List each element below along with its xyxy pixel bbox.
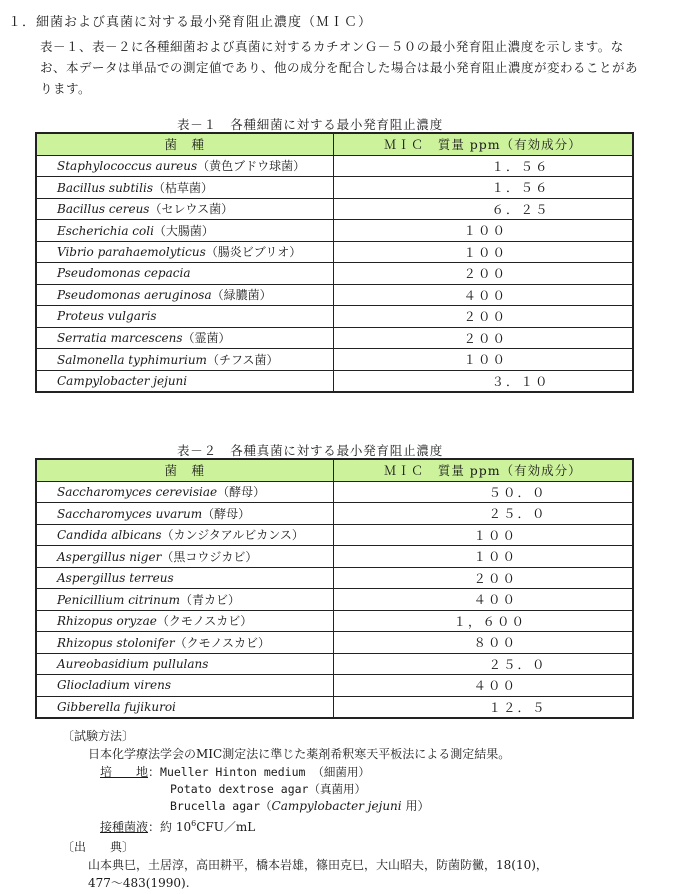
table1-mic-value: ２００ — [333, 263, 633, 285]
species-name: Aspergillus niger — [57, 549, 162, 564]
table1-mic-value: １．５６ — [333, 155, 633, 177]
table2-row — [36, 632, 633, 654]
species-common-name: （酵母） — [217, 485, 266, 500]
table1-species-cell — [36, 349, 333, 371]
species-name: Rhizopus stolonifer — [57, 635, 175, 650]
table1-header-species: 菌 種 — [36, 133, 333, 155]
table2-row — [36, 503, 633, 525]
species-common-name: （青カビ） — [180, 592, 241, 607]
species-name: Aureobasidium pullulans — [57, 656, 209, 671]
table1-mic-value: ２００ — [333, 306, 633, 328]
method-label: 〔試験方法〕 — [62, 729, 135, 743]
table2-mic-value: ４００ — [333, 589, 633, 611]
table2-species-cell — [36, 503, 333, 525]
species-name: Aspergillus terreus — [57, 570, 174, 585]
table2-row — [36, 567, 633, 589]
species-name: Serratia marcescens — [57, 331, 183, 346]
table1-caption: 表－１ 各種細菌に対する最小発育阻止濃度 — [177, 117, 444, 132]
species-name: Gliocladium virens — [57, 678, 171, 693]
species-name: Salmonella typhimurium — [57, 352, 207, 367]
table2-mic-value: １００ — [333, 524, 633, 546]
table2-species-cell — [36, 675, 333, 697]
table2-species-cell — [36, 632, 333, 654]
species-name: Bacillus cereus — [57, 202, 150, 217]
species-common-name: （チフス菌） — [206, 352, 279, 367]
species-common-name: （クモノスカビ） — [156, 614, 253, 629]
table1-species-cell — [36, 155, 333, 177]
table1-mic-value: ３．１０ — [333, 370, 633, 392]
culture-label: 培 地 — [100, 765, 149, 779]
table2-row — [36, 696, 633, 718]
species-name: Saccharomyces cerevisiae — [57, 485, 218, 500]
inoculum-post: CFU／mL — [196, 820, 256, 834]
table1-species-cell — [36, 327, 333, 349]
species-name: Proteus vulgaris — [57, 309, 157, 324]
table1-species-cell — [36, 370, 333, 392]
inoculum-row — [100, 818, 255, 835]
table1-mic-value: ４００ — [333, 284, 633, 306]
source-label: 〔出 典〕 — [62, 840, 135, 854]
species-common-name: （緑膿菌） — [211, 288, 272, 303]
table1-row — [36, 198, 633, 220]
table2-mic-value: １，６００ — [333, 610, 633, 632]
table1-row — [36, 155, 633, 177]
table2-species-cell — [36, 610, 333, 632]
table2-header-species: 菌 種 — [36, 459, 333, 481]
species-name: Staphylococcus aureus — [57, 159, 198, 174]
table1-species-cell — [36, 177, 333, 199]
table2-mic-value: ２００ — [333, 567, 633, 589]
table1-species-cell — [36, 241, 333, 263]
species-name: Escherichia coli — [57, 223, 154, 238]
table1-header-row — [36, 133, 633, 155]
species-common-name: （セレウス菌） — [149, 202, 234, 217]
culture-line-3-post: 用） — [401, 799, 430, 813]
culture-sep: ： — [148, 765, 161, 779]
table1-row — [36, 327, 633, 349]
species-name: Candida albicans — [57, 528, 162, 543]
table2-row — [36, 589, 633, 611]
table1-row — [36, 241, 633, 263]
species-name: Penicillium citrinum — [57, 592, 180, 607]
table2-mic-value: ８００ — [333, 632, 633, 654]
table2-row — [36, 524, 633, 546]
table1-mic-value: ２００ — [333, 327, 633, 349]
table1-row — [36, 370, 633, 392]
table2-header-mic: ＭＩＣ 質量 ppm（有効成分） — [333, 459, 633, 481]
table2-mic-value: １００ — [333, 546, 633, 568]
species-name: Bacillus subtilis — [57, 180, 153, 195]
table2-row — [36, 610, 633, 632]
table1-row — [36, 263, 633, 285]
table1-mic-value: １００ — [333, 349, 633, 371]
species-common-name: （大腸菌） — [153, 223, 214, 238]
table1-species-cell — [36, 198, 333, 220]
table1-mic-value: １００ — [333, 220, 633, 242]
culture-line-3-italic: Campylobacter jejuni — [271, 799, 402, 813]
table2-species-cell — [36, 546, 333, 568]
inoculum-sep: ： — [148, 820, 161, 834]
species-common-name: （カンジタアルビカンス） — [161, 528, 304, 543]
table1-row — [36, 177, 633, 199]
culture-line-3-pre: Brucella agar（ — [170, 799, 272, 813]
table2-species-cell — [36, 567, 333, 589]
species-name: Gibberella fujikuroi — [57, 699, 176, 714]
species-name: Rhizopus oryzae — [57, 614, 157, 629]
culture-line-1: Mueller Hinton medium （細菌用） — [160, 765, 370, 779]
table1-header-mic: ＭＩＣ 質量 ppm（有効成分） — [333, 133, 633, 155]
table1-species-cell — [36, 220, 333, 242]
species-common-name: （黄色ブドウ球菌） — [197, 159, 306, 174]
table1-species-cell — [36, 306, 333, 328]
table2-species-cell — [36, 653, 333, 675]
section-heading: １．細菌および真菌に対する最小発育阻止濃度（ＭＩＣ） — [8, 15, 373, 30]
table2-row — [36, 546, 633, 568]
table2-caption: 表－２ 各種真菌に対する最小発育阻止濃度 — [177, 443, 444, 458]
source-line-2: 477～483(1990). — [88, 876, 190, 890]
table1-row — [36, 306, 633, 328]
table2-mic-value: １２．５ — [333, 696, 633, 718]
method-text: 日本化学療法学会のMIC測定法に準じた薬剤希釈寒天平板法による測定結果。 — [88, 747, 511, 761]
inoculum-label: 接種菌液 — [100, 820, 149, 834]
table1-mic-value: ６．２５ — [333, 198, 633, 220]
table2-species-cell — [36, 589, 333, 611]
culture-row — [100, 763, 370, 780]
species-common-name: （霊菌） — [182, 331, 231, 346]
inoculum-exp: 6 — [191, 819, 197, 828]
table1 — [35, 132, 634, 393]
table2-mic-value: ２５．０ — [333, 503, 633, 525]
table1-row — [36, 220, 633, 242]
table2-species-cell — [36, 524, 333, 546]
table2-row — [36, 675, 633, 697]
table1-row — [36, 349, 633, 371]
table1-row — [36, 284, 633, 306]
species-name: Saccharomyces uvarum — [57, 506, 203, 521]
table2-mic-value: ２５．０ — [333, 653, 633, 675]
table1-mic-value: １．５６ — [333, 177, 633, 199]
source-line-1: 山本典巳，土居淳，高田耕平，橋本岩雄，篠田克巳，大山昭夫，防菌防黴，18(10)， — [88, 858, 548, 872]
species-common-name: （酵母） — [202, 506, 251, 521]
table2 — [35, 458, 634, 719]
species-common-name: （枯草菌） — [152, 180, 213, 195]
table1-species-cell — [36, 284, 333, 306]
table2-species-cell — [36, 696, 333, 718]
table2-mic-value: ５０．０ — [333, 481, 633, 503]
species-name: Pseudomonas aeruginosa — [57, 288, 212, 303]
culture-line-3 — [170, 797, 429, 814]
species-common-name: （黒コウジカビ） — [161, 549, 258, 564]
culture-line-2: Potato dextrose agar（真菌用） — [170, 782, 366, 796]
table2-row — [36, 481, 633, 503]
table2-row — [36, 653, 633, 675]
table1-mic-value: １００ — [333, 241, 633, 263]
species-name: Pseudomonas cepacia — [57, 266, 191, 281]
species-name: Campylobacter jejuni — [57, 373, 188, 388]
table2-mic-value: ４００ — [333, 675, 633, 697]
table2-species-cell — [36, 481, 333, 503]
species-common-name: （クモノスカビ） — [174, 635, 271, 650]
table1-species-cell — [36, 263, 333, 285]
inoculum-pre: 約 10 — [160, 820, 192, 834]
species-name: Vibrio parahaemolyticus — [57, 245, 206, 260]
table2-header-row — [36, 459, 633, 481]
species-common-name: （腸炎ビブリオ） — [205, 245, 302, 260]
intro-paragraph: 表－１、表－２に各種細菌および真菌に対するカチオンＧ－５０の最小発育阻止濃度を示します。なお、本データは単品での測定値であり、他の成分を配合した場合は最小発育阻止濃度が変わることがあります。 — [40, 39, 639, 96]
